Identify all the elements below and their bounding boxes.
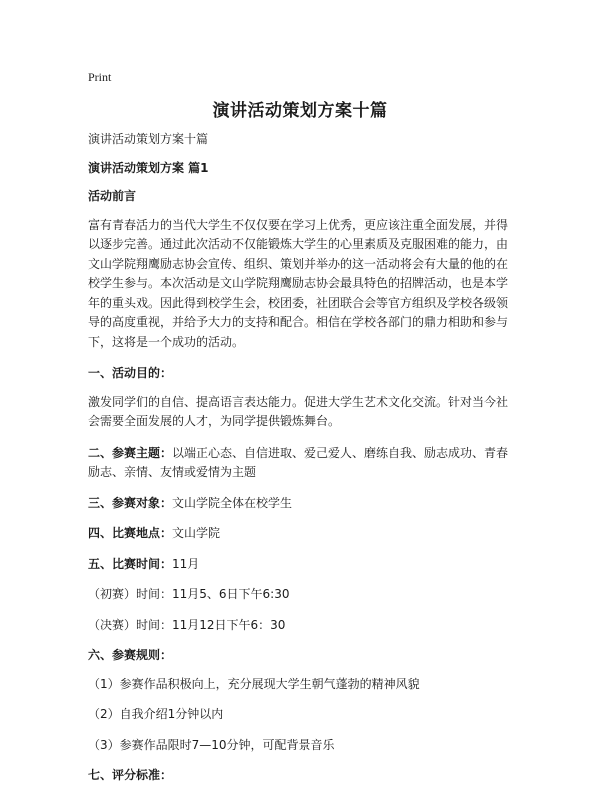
final-time: （决赛）时间：11月12日下午6：30	[88, 617, 286, 632]
time-label: 五、比赛时间：	[88, 556, 173, 571]
purpose-paragraph: 激发同学们的自信、提高语言表达能力。促进大学生艺术文化交流。针对当今社会需要全面发展的人才，为同学提供锻炼舞台。	[88, 394, 509, 428]
venue-item	[88, 524, 516, 544]
preface-paragraph: 富有青春活力的当代大学生不仅仅要在学习上优秀，更应该注重全面发展，并得以逐步完善。通过此次活动不仅能锻炼大学生的心里素质及克服困难的能力，由文山学院翔鹰励志协会宣传、组织、策划并举办的这一活动将会有大量的他的在校学生参与。本次活动是文山学院翔鹰励志协会最具特色的招牌活动，也是本学年的重头戏。因此得到校学生会，校团委，社团联合会等官方组织及学校各级领导的高度重视，并给予大力的支持和配合。相信在学校各部门的鼎力相助和参与下，这将是一个成功的活动。	[88, 217, 509, 349]
document-title: 演讲活动策划方案十篇	[212, 101, 388, 121]
scoring-heading: 七、评分标准：	[88, 768, 173, 782]
target-value: 文山学院全体在校学生	[172, 495, 293, 510]
target-item	[88, 494, 516, 514]
print-link[interactable]: Print	[88, 70, 112, 84]
rules-heading: 六、参赛规则：	[88, 648, 173, 662]
target-label: 三、参赛对象：	[88, 495, 173, 510]
theme-item	[88, 444, 516, 483]
rule-item: （1）参赛作品积极向上，充分展现大学生朝气蓬勃的精神风貌	[88, 676, 420, 691]
rule-item: （2）自我介绍1分钟以内	[88, 707, 224, 721]
document-subtitle: 演讲活动策划方案十篇	[88, 132, 209, 146]
time-item	[88, 555, 516, 575]
theme-value: 以端正心态、自信进取、爱己爱人、磨练自我、励志成功、青春励志、亲情、友情或爱情为主题	[88, 445, 509, 479]
preface-heading: 活动前言	[88, 189, 137, 203]
document-body	[88, 130, 516, 795]
purpose-heading: 一、活动目的：	[88, 366, 173, 380]
prelim-time: （初赛）时间：11月5、6日下午6:30	[88, 587, 290, 601]
rule-item: （3）参赛作品限时7—10分钟，可配背景音乐	[88, 737, 335, 752]
section-heading: 演讲活动策划方案 篇1	[88, 160, 209, 175]
time-value: 11月	[172, 556, 200, 571]
theme-label: 二、参赛主题：	[88, 445, 173, 460]
venue-value: 文山学院	[172, 526, 221, 540]
venue-label: 四、比赛地点：	[88, 526, 173, 540]
